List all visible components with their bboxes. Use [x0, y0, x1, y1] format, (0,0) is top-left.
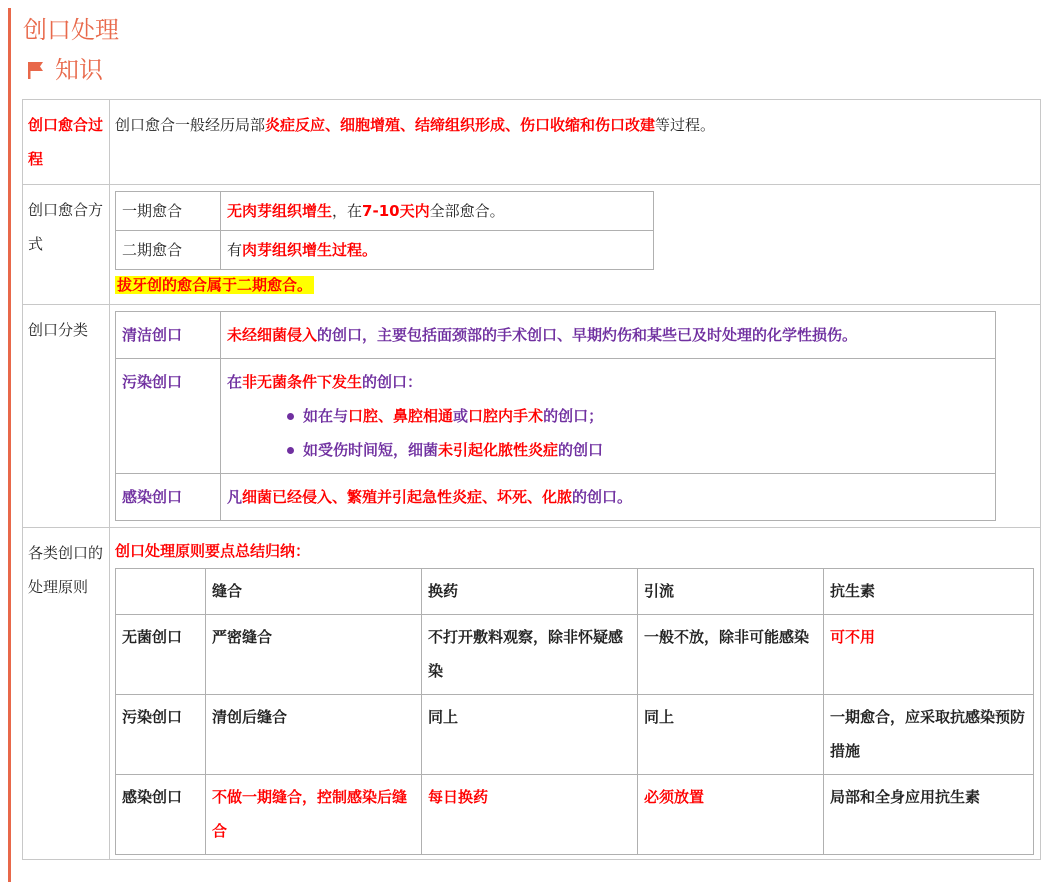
classify-name: 污染创口	[116, 359, 221, 474]
text: 创口愈合一般经历局部	[115, 116, 266, 134]
table-cell: 严密缝合	[206, 615, 422, 695]
table-cell: 不打开敷料观察，除非怀疑感染	[422, 615, 638, 695]
bullet-list	[227, 399, 989, 467]
row-content	[110, 185, 1041, 305]
table-header-row	[116, 569, 1034, 615]
classify-desc: 在非无菌条件下发生的创口： 如在与口腔、鼻腔相通或口腔内手术的创口； 如受伤时间短，细菌未引起化脓性炎症的创口	[221, 359, 996, 474]
row-label: 创口愈合过程	[23, 100, 110, 185]
classify-name: 清洁创口	[116, 312, 221, 359]
table-cell: 可不用	[824, 615, 1034, 695]
classify-desc: 未经细菌侵入的创口，主要包括面颈部的手术创口、早期灼伤和某些已及时处理的化学性损伤。	[221, 312, 996, 359]
column-header: 缝合	[206, 569, 422, 615]
table-cell: 局部和全身应用抗生素	[824, 775, 1034, 855]
section-heading	[27, 54, 103, 86]
healing-row	[116, 231, 654, 270]
table-row	[116, 775, 1034, 855]
list-item: 如受伤时间短，细菌未引起化脓性炎症的创口	[287, 433, 989, 467]
column-header	[116, 569, 206, 615]
table-cell: 同上	[422, 695, 638, 775]
table-cell: 必须放置	[638, 775, 824, 855]
list-item: 如在与口腔、鼻腔相通或口腔内手术的创口；	[287, 399, 989, 433]
table-cell: 清创后缝合	[206, 695, 422, 775]
classify-row	[116, 474, 996, 521]
principles-summary: 创口处理原则要点总结归纳：	[115, 542, 311, 560]
classify-desc: 凡细菌已经侵入、繁殖并引起急性炎症、坏死、化脓的创口。	[221, 474, 996, 521]
row-content	[110, 528, 1041, 860]
table-cell: 每日换药	[422, 775, 638, 855]
row-healing	[23, 185, 1041, 305]
column-header: 换药	[422, 569, 638, 615]
table-cell: 无菌创口	[116, 615, 206, 695]
table-row	[116, 615, 1034, 695]
healing-desc: 有肉芽组织增生过程。	[221, 231, 654, 270]
highlight-text: 炎症反应、细胞增殖、结缔组织形成、伤口收缩和伤口改建	[265, 116, 656, 134]
healing-desc: 无肉芽组织增生，在7-10天内全部愈合。	[221, 192, 654, 231]
table-cell: 污染创口	[116, 695, 206, 775]
classify-row	[116, 359, 996, 474]
row-content	[110, 100, 1041, 185]
flag-icon	[27, 60, 45, 80]
principles-table	[115, 568, 1034, 855]
table-cell: 感染创口	[116, 775, 206, 855]
row-label: 各类创口的处理原则	[23, 528, 110, 860]
section-label: 知识	[55, 56, 103, 84]
row-label: 创口愈合方式	[23, 185, 110, 305]
table-cell: 不做一期缝合，控制感染后缝合	[206, 775, 422, 855]
page-title: 创口处理	[23, 16, 119, 44]
healing-table	[115, 191, 654, 270]
row-process	[23, 100, 1041, 185]
healing-note: 拔牙创的愈合属于二期愈合。	[117, 276, 313, 294]
accent-bar	[8, 8, 11, 882]
healing-name: 二期愈合	[116, 231, 221, 270]
knowledge-table	[22, 99, 1041, 860]
table-cell: 一期愈合，应采取抗感染预防措施	[824, 695, 1034, 775]
text: 等过程。	[655, 116, 716, 134]
table-row	[116, 695, 1034, 775]
healing-name: 一期愈合	[116, 192, 221, 231]
table-cell: 同上	[638, 695, 824, 775]
table-cell: 一般不放，除非可能感染	[638, 615, 824, 695]
classify-row	[116, 312, 996, 359]
healing-row	[116, 192, 654, 231]
classify-name: 感染创口	[116, 474, 221, 521]
row-principles	[23, 528, 1041, 860]
row-label: 创口分类	[23, 305, 110, 528]
classify-table	[115, 311, 996, 521]
row-classify	[23, 305, 1041, 528]
column-header: 引流	[638, 569, 824, 615]
row-content	[110, 305, 1041, 528]
column-header: 抗生素	[824, 569, 1034, 615]
